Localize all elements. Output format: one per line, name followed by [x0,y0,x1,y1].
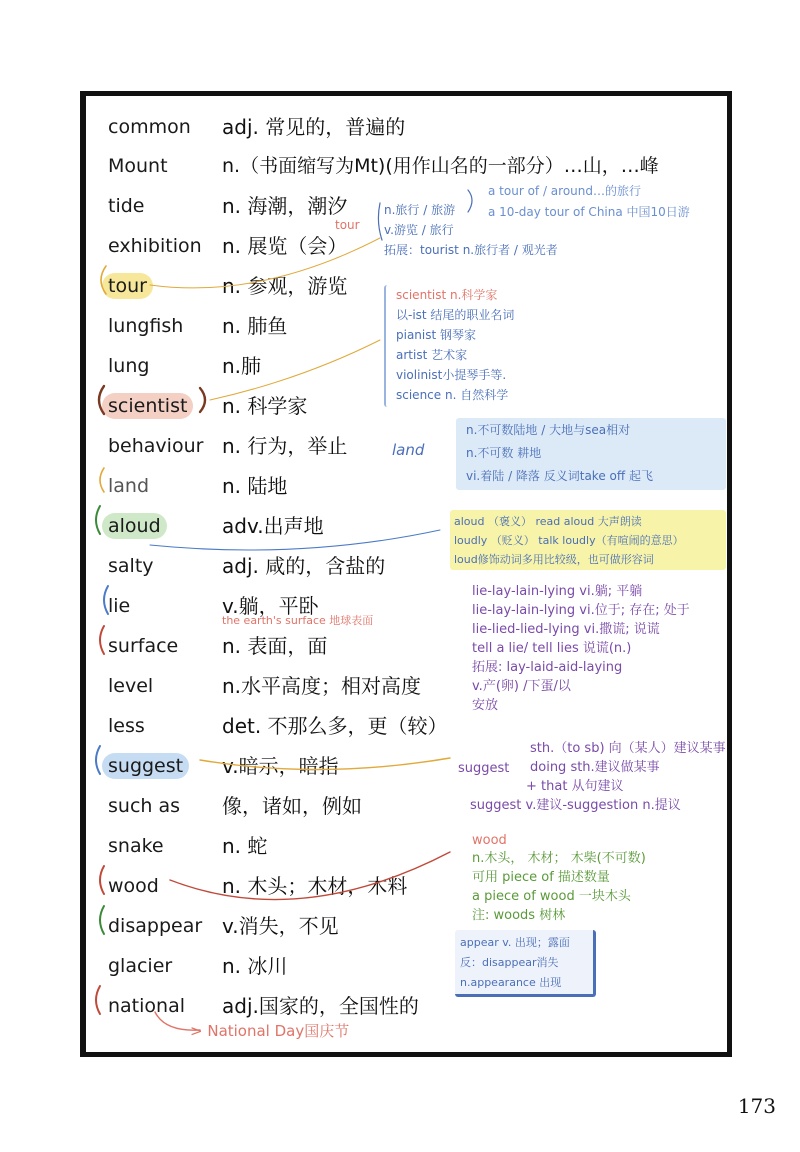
tour-note-line: a 10-day tour of China 中国10日游 [488,205,690,219]
vocab-word: level [108,675,154,697]
vocab-definition: n. 海潮，潮汐 [222,194,348,218]
suggest-note-line: doing sth.建议做某事 [530,760,660,775]
vocab-word: surface [108,635,179,657]
vocab-word: wood [108,875,159,897]
suggest-note-line: + that 从句建议 [526,779,624,794]
vocab-definition: n.（书面缩写为Mt)(用作山名的一部分）…山，…峰 [222,155,659,177]
lie-note-line: 拓展: lay-laid-aid-laying [472,660,623,675]
vocab-word: lie [108,595,131,617]
vocab-word: lung [108,355,150,377]
vocab-word-highlighted: tour [102,273,153,299]
lie-note-line: 安放 [472,698,499,713]
land-note-line: n.不可数 耕地 [466,446,542,460]
land-note-line: vi.着陆 / 降落 反义词take off 起飞 [466,469,653,483]
vocab-word-highlighted: scientist [102,393,193,419]
wood-note-line: a piece of wood 一块木头 [472,889,631,904]
scientist-note-line: 以-ist 结尾的职业名词 [396,308,515,322]
vocab-definition: n.肺 [222,354,262,378]
lie-note-line: lie-lay-lain-lying vi.躺; 平躺 [472,584,643,599]
vocab-definition: v.躺，平卧 [222,594,319,618]
wood-note-line: 可用 piece of 描述数量 [472,870,610,885]
land-note-line: n.不可数陆地 / 大地与sea相对 [466,423,631,437]
lie-note-line: lie-lay-lain-lying vi.位于; 存在; 处于 [472,603,690,618]
vocab-word: such as [108,795,181,817]
surface-note: the earth's surface 地球表面 [222,614,374,627]
vocab-definition: n. 表面，面 [222,634,328,658]
vocab-word: common [108,116,191,138]
vocab-word: less [108,715,145,737]
appear-note-line: appear v. 出现；露面 [460,936,570,949]
vocab-definition: n. 科学家 [222,394,308,418]
vocab-definition: 像，诸如，例如 [222,794,362,818]
vocab-definition: adj.国家的，全国性的 [222,994,419,1018]
vocab-definition: adj. 咸的，含盐的 [222,554,386,578]
suggest-note-line: sth.（to sb) 向（某人）建议某事 [530,741,726,756]
vocab-definition: v.消失，不见 [222,914,339,938]
vocab-word: disappear [108,915,203,937]
vocab-word: glacier [108,955,173,977]
scientist-note-line: violinist小提琴手等. [396,368,507,382]
wood-note-line: wood [472,833,507,848]
vocab-word: Mount [108,155,168,177]
vocab-definition: det. 不那么多，更（较） [222,714,448,738]
lie-note-line: tell a lie/ tell lies 说谎(n.) [472,641,632,656]
scientist-note-line: scientist n.科学家 [396,288,498,302]
vocab-word: exhibition [108,235,202,257]
vocab-word-highlighted: aloud [102,513,167,539]
page-number: 173 [737,1094,776,1118]
wood-note-line: 注: woods 树林 [472,908,566,923]
aloud-note-line: aloud （褒义） read aloud 大声朗读 [454,515,642,528]
tour-note-line: n.旅行 / 旅游 [384,203,456,217]
vocab-word: land [108,475,150,497]
vocab-word-highlighted: suggest [102,753,189,779]
vocab-definition: n. 行为，举止 [222,434,348,458]
suggest-note-line: suggest v.建议-suggestion n.提议 [470,798,681,813]
vocab-word: tide [108,195,145,217]
vocab-definition: adj. 常见的，普遍的 [222,115,406,139]
scientist-note-line: science n. 自然科学 [396,388,509,402]
vocab-word: behaviour [108,435,204,457]
vocab-definition: n. 陆地 [222,474,288,498]
vocab-word: snake [108,835,164,857]
suggest-note-line: suggest [458,761,510,776]
vocab-definition: n. 蛇 [222,834,268,858]
vocab-definition: v.暗示，暗指 [222,754,339,778]
tour-note-line: v.游览 / 旅行 [384,223,454,237]
tour-note-line: a tour of / around…的旅行 [488,184,642,198]
vocab-word: salty [108,555,154,577]
land-note-label: land [392,441,425,459]
vocab-word: lungfish [108,315,184,337]
tour-note-line: 拓展：tourist n.旅行者 / 观光者 [384,243,558,257]
aloud-note-line: loudly （贬义） talk loudly（有喧闹的意思） [454,534,684,547]
vocab-definition: n. 参观，游览 [222,274,348,298]
national-day-text: National Day国庆节 [207,1022,350,1040]
lie-note-line: lie-lied-lied-lying vi.撒谎; 说谎 [472,622,660,637]
aloud-note-line: loud修饰动词多用比较级，也可做形容词 [454,553,654,566]
national-day-note: > National Day国庆节 [190,1022,350,1040]
tour-small-note: tour [335,218,360,232]
vocab-word: national [108,995,186,1017]
vocab-definition: n.水平高度；相对高度 [222,674,422,698]
scientist-note-line: pianist 钢琴家 [396,328,477,342]
vocab-definition: n. 冰川 [222,954,288,978]
scientist-note-line: artist 艺术家 [396,348,468,362]
vocab-definition: n. 肺鱼 [222,314,288,338]
vocab-definition: n. 木头；木材，木料 [222,874,408,898]
lie-note-line: v.产(卵) /下蛋/以 [472,679,571,694]
wood-note-line: n.木头， 木材； 木柴(不可数) [472,851,646,866]
appear-note-line: 反：disappear消失 [460,956,559,969]
appear-note-line: n.appearance 出现 [460,976,562,989]
vocab-definition: adv.出声地 [222,514,324,538]
vocab-definition: n. 展览（会） [222,234,348,258]
